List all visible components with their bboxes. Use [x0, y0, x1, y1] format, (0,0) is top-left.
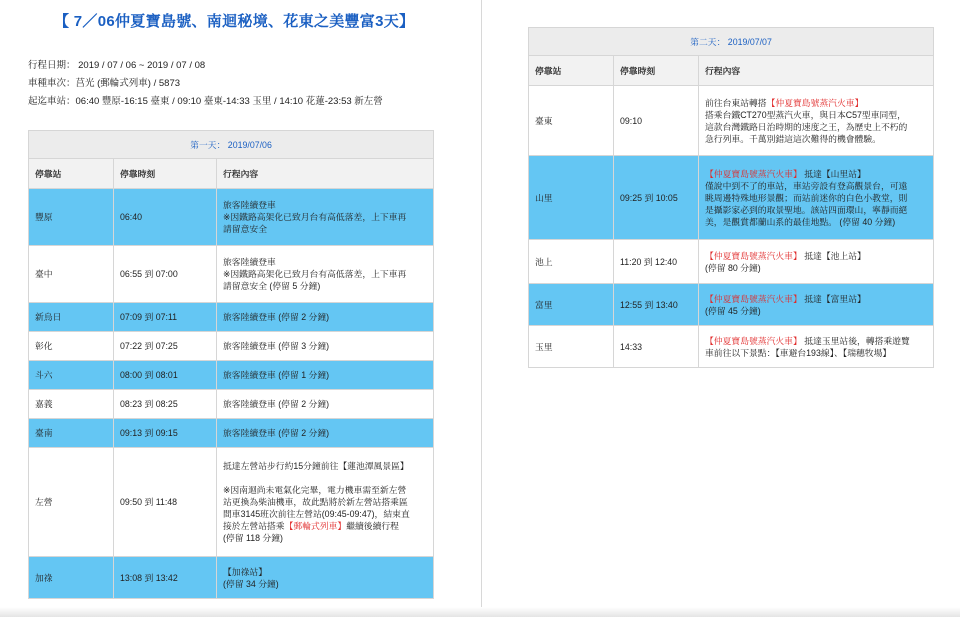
itinerary-content: 旅客陸續登車 (停留 1 分鐘) [217, 361, 434, 390]
itinerary-content: 【仲夏寶島號蒸汽火車】 抵達【富里站】 (停留 45 分鐘) [699, 284, 934, 326]
station-name: 玉里 [529, 326, 614, 368]
itinerary-content: 前往台東站轉搭【仲夏寶島號蒸汽火車】 搭乘台鐵CT270型蒸汽火車，與日本C57型車同型， 這款台灣鐵路日治時期的速度之王，為歷史上不朽的 急行列車。千萬別錯這這次難得的機會體驗。 [699, 86, 934, 156]
day1-header: 第一天： 2019/07/06 [29, 131, 434, 159]
col-time: 停靠時刻 [614, 56, 699, 86]
itinerary-content: 【仲夏寶島號蒸汽火車】 抵達【池上站】 (停留 80 分鐘) [699, 240, 934, 284]
station-name: 山里 [529, 156, 614, 240]
stop-time: 13:08 到 13:42 [114, 557, 217, 599]
stop-time: 08:23 到 08:25 [114, 390, 217, 419]
itinerary-content: 旅客陸續登車 (停留 3 分鐘) [217, 332, 434, 361]
station-name: 嘉義 [29, 390, 114, 419]
station-name: 臺南 [29, 419, 114, 448]
stop-time: 07:09 到 07:11 [114, 303, 217, 332]
col-station: 停靠站 [529, 56, 614, 86]
col-station: 停靠站 [29, 159, 114, 189]
table-row [529, 156, 934, 240]
stop-time: 07:22 到 07:25 [114, 332, 217, 361]
itinerary-content: 旅客陸續登車 ※因鐵路高架化已致月台有高低落差，上下車再 請留意安全 [217, 189, 434, 246]
day2-schedule [528, 27, 933, 368]
table-row [29, 246, 434, 303]
day1-table [28, 130, 434, 599]
day2-table [528, 27, 934, 368]
stop-time: 09:50 到 11:48 [114, 448, 217, 557]
route-stations: 起迄車站：06:40 豐原-16:15 臺東 / 09:10 臺東-14:33 玉里 / 14:10 花蓮-23:53 新左營 [28, 96, 383, 107]
itinerary-content: 【仲夏寶島號蒸汽火車】 抵達玉里站後，轉搭乘遊覽 車前往以下景點：【車避台193線】、【瑞穗牧場】 [699, 326, 934, 368]
itinerary-content: 【仲夏寶島號蒸汽火車】 抵達【山里站】 僅說中到不了的車站，車站旁設有登高觀景台，可遠 眺周邊特殊地形景觀；而站前迷你的白色小教堂，則 是攝影家必到的取景聖地。該站四面環山，寧靜而絕 美，是觀賞都蘭山系的最佳地點。 (停留 40 分鐘) [699, 156, 934, 240]
col-content: 行程內容 [699, 56, 934, 86]
train-type: 車種車次：莒光 (郵輪式列車) / 5873 [28, 78, 181, 89]
day1-schedule [28, 130, 433, 599]
page-bottom-edge [0, 607, 960, 617]
trip-date: 行程日期： 2019 / 07 / 06 ~ 2019 / 07 / 08 [28, 60, 206, 71]
stop-time: 09:13 到 09:15 [114, 419, 217, 448]
table-row [29, 303, 434, 332]
table-row [529, 326, 934, 368]
col-content: 行程內容 [217, 159, 434, 189]
page-divider [481, 0, 482, 617]
stop-time: 06:55 到 07:00 [114, 246, 217, 303]
table-row [29, 419, 434, 448]
stop-time: 14:33 [614, 326, 699, 368]
table-row [29, 448, 434, 557]
page-title: 【 7／06仲夏寶島號、南迴秘境、花東之美豐富3天】 [54, 13, 415, 30]
itinerary-content: 旅客陸續登車 (停留 2 分鐘) [217, 390, 434, 419]
col-time: 停靠時刻 [114, 159, 217, 189]
station-name: 臺中 [29, 246, 114, 303]
station-name: 池上 [529, 240, 614, 284]
table-row [529, 86, 934, 156]
station-name: 加祿 [29, 557, 114, 599]
table-row [529, 284, 934, 326]
station-name: 斗六 [29, 361, 114, 390]
stop-time: 11:20 到 12:40 [614, 240, 699, 284]
itinerary-content: 旅客陸續登車 (停留 2 分鐘) [217, 303, 434, 332]
day2-header: 第二天： 2019/07/07 [529, 28, 934, 56]
station-name: 彰化 [29, 332, 114, 361]
stop-time: 09:25 到 10:05 [614, 156, 699, 240]
itinerary-content: 旅客陸續登車 ※因鐵路高架化已致月台有高低落差，上下車再 請留意安全 (停留 5 分鐘) [217, 246, 434, 303]
station-name: 臺東 [529, 86, 614, 156]
itinerary-content: 旅客陸續登車 (停留 2 分鐘) [217, 419, 434, 448]
table-row [29, 332, 434, 361]
table-row [529, 240, 934, 284]
stop-time: 12:55 到 13:40 [614, 284, 699, 326]
table-row [29, 189, 434, 246]
table-row [29, 361, 434, 390]
station-name: 新烏日 [29, 303, 114, 332]
itinerary-content: 抵達左營站步行約15分鐘前往【蓮池潭風景區】 ※因南迴尚未電氣化完畢，電力機車需至新左營 站更換為柴油機車，故此點將於新左營站搭乘區 間車3145班次前往左營站(09:45-09:47)，結束直 接於左營站搭乘【郵輪式列車】繼續後續行程 (停留 118 分鐘) [217, 448, 434, 557]
itinerary-content: 【加祿站】 (停留 34 分鐘) [217, 557, 434, 599]
table-row [29, 390, 434, 419]
stop-time: 06:40 [114, 189, 217, 246]
station-name: 左營 [29, 448, 114, 557]
table-row [29, 557, 434, 599]
station-name: 豐原 [29, 189, 114, 246]
station-name: 富里 [529, 284, 614, 326]
stop-time: 08:00 到 08:01 [114, 361, 217, 390]
stop-time: 09:10 [614, 86, 699, 156]
